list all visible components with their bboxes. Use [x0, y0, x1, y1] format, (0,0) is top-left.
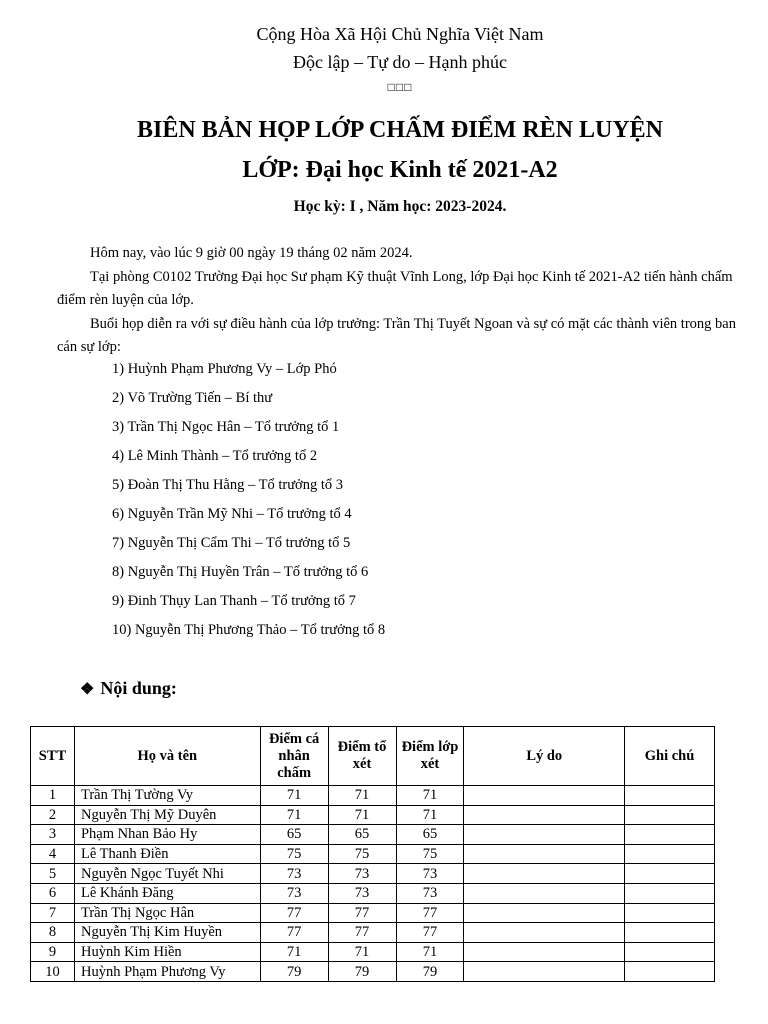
cell-note [625, 844, 715, 864]
cell-group-score: 77 [328, 923, 396, 943]
table-row [31, 962, 715, 982]
list-item: 2) Võ Trường Tiến – Bí thư [112, 390, 273, 406]
nation-line-2: Độc lập – Tự do – Hạnh phúc [293, 52, 507, 72]
cell-class-score: 71 [396, 942, 464, 962]
cell-class-score: 73 [396, 864, 464, 884]
cell-stt: 2 [31, 805, 75, 825]
cell-class-score: 73 [396, 883, 464, 903]
cell-personal-score: 77 [260, 923, 328, 943]
table-row [31, 883, 715, 903]
cell-name: Trần Thị Ngọc Hân [74, 903, 260, 923]
cell-stt: 3 [31, 825, 75, 845]
table-row [31, 825, 715, 845]
paragraph-location: Tại phòng C0102 Trường Đại học Sư phạm Kỹ thuật Vĩnh Long, lớp Đại học Kinh tế 2021-A2 tiến hành chấm điểm rèn luyện của lớp. [57, 269, 733, 308]
cell-class-score: 65 [396, 825, 464, 845]
list-item: 9) Đinh Thụy Lan Thanh – Tổ trưởng tổ 7 [112, 593, 356, 609]
cell-personal-score: 77 [260, 903, 328, 923]
cell-note [625, 962, 715, 982]
header-stt: STT [31, 727, 75, 786]
cell-reason [464, 864, 625, 884]
cell-personal-score: 79 [260, 962, 328, 982]
cell-group-score: 65 [328, 825, 396, 845]
cell-personal-score: 71 [260, 805, 328, 825]
member-list [112, 357, 385, 647]
list-item: 7) Nguyễn Thị Cẩm Thi – Tổ trưởng tổ 5 [112, 535, 351, 551]
cell-stt: 4 [31, 844, 75, 864]
table-row [31, 805, 715, 825]
cell-note [625, 923, 715, 943]
cell-group-score: 73 [328, 883, 396, 903]
header-class-score: Điểm lớp xét [396, 727, 464, 786]
cell-group-score: 71 [328, 786, 396, 806]
cell-note [625, 942, 715, 962]
header-name: Họ và tên [74, 727, 260, 786]
table-row [31, 864, 715, 884]
score-table [30, 726, 715, 982]
list-item: 5) Đoàn Thị Thu Hằng – Tổ trưởng tổ 3 [112, 477, 343, 493]
table-row [31, 923, 715, 943]
class-line: LỚP: Đại học Kinh tế 2021-A2 [242, 157, 558, 183]
list-item: 8) Nguyễn Thị Huyền Trân – Tổ trưởng tổ 6 [112, 564, 369, 580]
list-item: 6) Nguyễn Trần Mỹ Nhi – Tổ trưởng tổ 4 [112, 506, 352, 522]
term-line: Học kỳ: I , Năm học: 2023-2024. [293, 198, 507, 215]
table-row [31, 844, 715, 864]
cell-group-score: 71 [328, 942, 396, 962]
nation-line-1: Cộng Hòa Xã Hội Chủ Nghĩa Việt Nam [256, 24, 544, 44]
table-row [31, 942, 715, 962]
cell-personal-score: 65 [260, 825, 328, 845]
document-title: BIÊN BẢN HỌP LỚP CHẤM ĐIỂM RÈN LUYỆN [136, 117, 664, 143]
cell-group-score: 79 [328, 962, 396, 982]
table-row [31, 786, 715, 806]
cell-reason [464, 825, 625, 845]
paragraph-attendance: Buổi họp diễn ra với sự điều hành của lớp trưởng: Trần Thị Tuyết Ngoan và sự có mặt các thành viên trong ban cán sự lớp: [57, 316, 736, 355]
content-heading [80, 678, 177, 699]
cell-stt: 8 [31, 923, 75, 943]
list-item: 3) Trần Thị Ngọc Hân – Tổ trưởng tổ 1 [112, 419, 340, 435]
cell-stt: 10 [31, 962, 75, 982]
cell-note [625, 805, 715, 825]
cell-name: Nguyễn Thị Mỹ Duyên [74, 805, 260, 825]
content-heading-text: Nội dung: [100, 678, 177, 698]
diamond-bullet-icon: ❖ [80, 681, 95, 698]
cell-name: Nguyễn Thị Kim Huyền [74, 923, 260, 943]
cell-class-score: 77 [396, 903, 464, 923]
cell-group-score: 77 [328, 903, 396, 923]
cell-group-score: 75 [328, 844, 396, 864]
header-reason: Lý do [464, 727, 625, 786]
cell-class-score: 79 [396, 962, 464, 982]
cell-reason [464, 844, 625, 864]
cell-note [625, 786, 715, 806]
cell-personal-score: 71 [260, 786, 328, 806]
header-personal-score: Điểm cá nhân chấm [260, 727, 328, 786]
list-item: 4) Lê Minh Thành – Tổ trưởng tổ 2 [112, 448, 318, 464]
header-note: Ghi chú [625, 727, 715, 786]
cell-note [625, 903, 715, 923]
cell-group-score: 73 [328, 864, 396, 884]
cell-stt: 1 [31, 786, 75, 806]
ornament-symbols: □□□ [387, 80, 413, 94]
cell-reason [464, 903, 625, 923]
table-header-row [31, 727, 715, 786]
paragraph-date: Hôm nay, vào lúc 9 giờ 00 ngày 19 tháng 02 năm 2024. [90, 245, 413, 261]
cell-name: Lê Thanh Điền [74, 844, 260, 864]
cell-reason [464, 805, 625, 825]
cell-personal-score: 71 [260, 942, 328, 962]
cell-reason [464, 923, 625, 943]
cell-reason [464, 962, 625, 982]
cell-reason [464, 883, 625, 903]
cell-name: Phạm Nhan Bảo Hy [74, 825, 260, 845]
cell-name: Nguyễn Ngọc Tuyết Nhi [74, 864, 260, 884]
cell-name: Huỳnh Phạm Phương Vy [74, 962, 260, 982]
cell-reason [464, 942, 625, 962]
list-item: 10) Nguyễn Thị Phương Thảo – Tổ trưởng tổ 8 [112, 622, 386, 638]
cell-reason [464, 786, 625, 806]
cell-note [625, 864, 715, 884]
cell-personal-score: 75 [260, 844, 328, 864]
cell-name: Trần Thị Tường Vy [74, 786, 260, 806]
cell-stt: 9 [31, 942, 75, 962]
cell-personal-score: 73 [260, 864, 328, 884]
header-group-score: Điểm tổ xét [328, 727, 396, 786]
cell-name: Lê Khánh Đăng [74, 883, 260, 903]
cell-group-score: 71 [328, 805, 396, 825]
cell-stt: 7 [31, 903, 75, 923]
cell-note [625, 825, 715, 845]
cell-note [625, 883, 715, 903]
cell-stt: 5 [31, 864, 75, 884]
cell-class-score: 71 [396, 805, 464, 825]
cell-class-score: 77 [396, 923, 464, 943]
cell-personal-score: 73 [260, 883, 328, 903]
list-item: 1) Huỳnh Phạm Phương Vy – Lớp Phó [112, 361, 337, 377]
cell-name: Huỳnh Kim Hiền [74, 942, 260, 962]
cell-class-score: 75 [396, 844, 464, 864]
cell-stt: 6 [31, 883, 75, 903]
cell-class-score: 71 [396, 786, 464, 806]
table-row [31, 903, 715, 923]
